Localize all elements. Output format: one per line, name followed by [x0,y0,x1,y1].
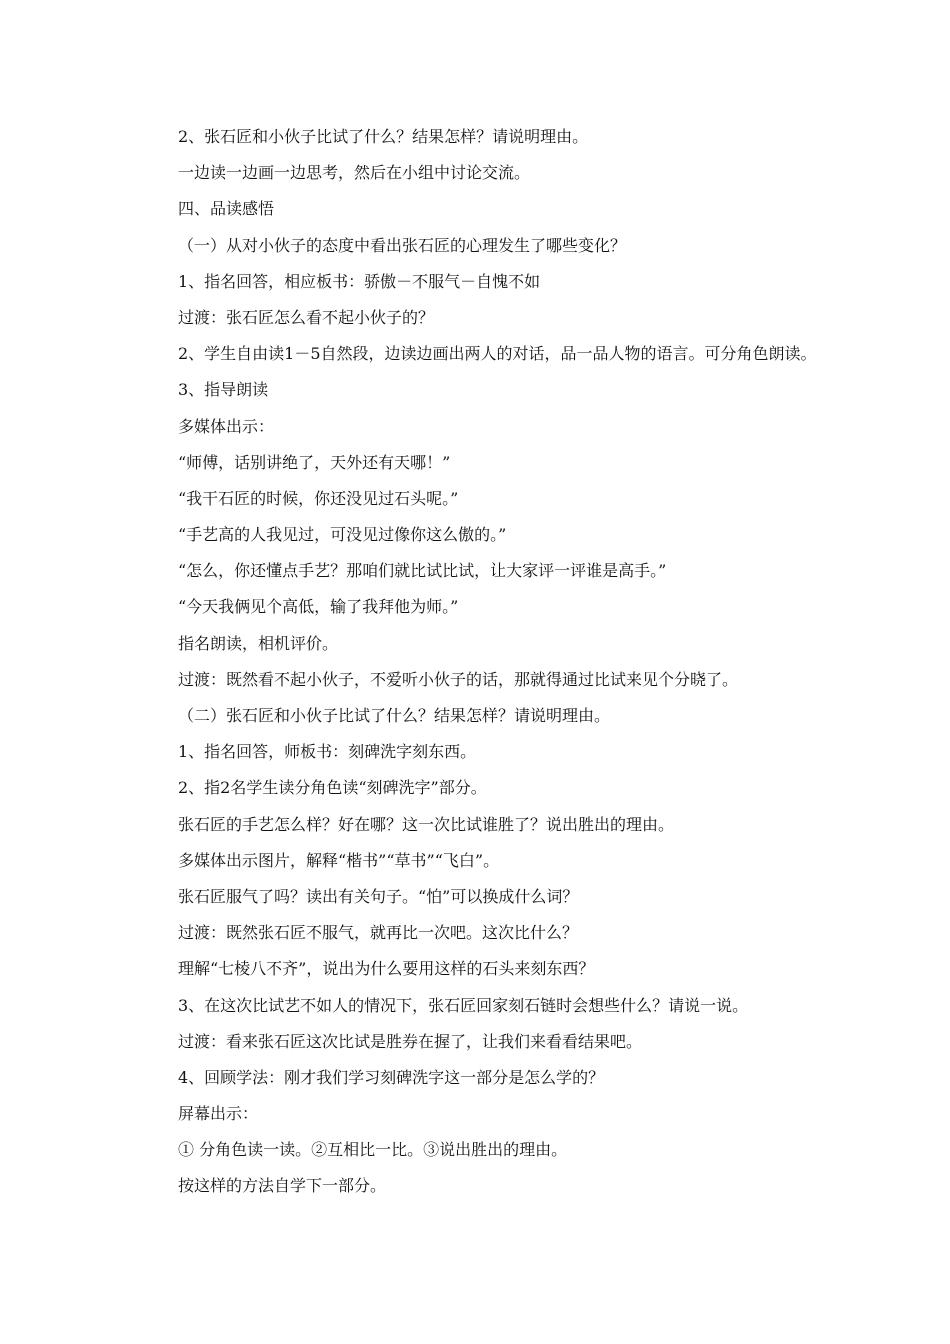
quote-line: “我干石匠的时候，你还没见过石头呢。” [178,488,459,508]
text-line: 3、指导朗读 [178,380,269,400]
quote-line: “手艺高的人我见过，可没见过像你这么傲的。” [178,525,507,545]
quote-line: “今天我俩见个高低，输了我拜他为师。” [178,597,459,617]
subsection-heading: （一）从对小伙子的态度中看出张石匠的心理发生了哪些变化？ [178,235,627,255]
quote-line: “师傅，话别讲绝了，天外还有天哪！” [178,452,451,472]
text-line: 3、在这次比试艺不如人的情况下，张石匠回家刻石链时会想些什么？请说一说。 [178,995,749,1015]
text-line: 2、张石匠和小伙子比试了什么？结果怎样？请说明理由。 [178,127,589,146]
text-line: 张石匠的手艺怎么样？好在哪？这一次比试谁胜了？说出胜出的理由。 [178,814,675,834]
text-line: 多媒体出示： [178,416,275,436]
text-line: 张石匠服气了吗？读出有关句子。“怕”可以换成什么词？ [178,886,579,906]
text-line: 屏幕出示： [178,1104,259,1124]
text-line: 多媒体出示图片，解释“楷书”“草书”“飞白”。 [178,850,500,870]
text-line: 按这样的方法自学下一部分。 [178,1176,387,1196]
text-line: 4、回顾学法：刚才我们学习刻碑洗字这一部分是怎么学的？ [178,1067,605,1087]
text-line: 过渡：张石匠怎么看不起小伙子的？ [178,307,435,327]
text-line: 过渡：既然看不起小伙子，不爱听小伙子的话，那就得通过比试来见个分晓了。 [178,669,739,689]
text-line: 过渡：既然张石匠不服气，就再比一次吧。这次比什么？ [178,923,579,943]
text-line: 一边读一边画一边思考，然后在小组中讨论交流。 [178,163,531,183]
text-line: 理解“七棱八不齐”，说出为什么要用这样的石头来刻东西？ [178,959,595,979]
text-line: 1、指名回答，师板书：刻碑洗字刻东西。 [178,742,477,762]
text-line: 指名朗读，相机评价。 [178,633,339,653]
subsection-heading: （二）张石匠和小伙子比试了什么？结果怎样？请说明理由。 [178,706,611,725]
text-line: 2、学生自由读1－5自然段，边读边画出两人的对话，品一品人物的语言。可分角色朗读。 [178,344,817,364]
text-line: 过渡：看来张石匠这次比试是胜券在握了，让我们来看看结果吧。 [178,1031,643,1051]
quote-line: “怎么，你还懂点手艺？那咱们就比试比试，让大家评一评谁是高手。” [178,561,667,581]
text-line: 2、指2名学生读分角色读“刻碑洗字”部分。 [178,778,487,798]
text-line: ① 分角色读一读。②互相比一比。③说出胜出的理由。 [178,1140,568,1160]
text-line: 1、指名回答，相应板书：骄傲－不服气－自愧不如 [178,271,541,291]
section-heading: 四、品读感悟 [178,199,275,219]
document-body [178,124,858,1210]
